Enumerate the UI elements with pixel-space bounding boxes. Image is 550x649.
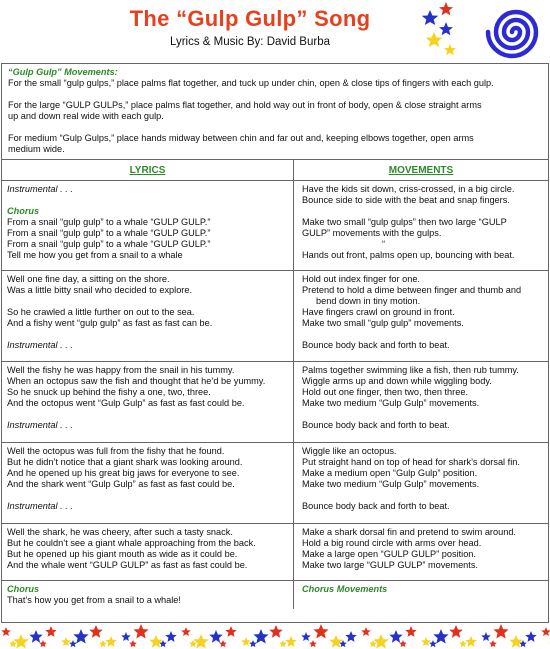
table-row	[2, 362, 548, 443]
intro-medium-gulps: For medium “Gulp Gulps,” place hands midway between chin and far out and, keeping elbows together, open arms medium wide.	[8, 133, 474, 154]
song-byline: Lyrics & Music By: David Burba	[170, 36, 330, 48]
star-border-decoration	[0, 624, 550, 649]
lyrics-cell: Chorus That’s how you get from a snail to a whale!	[2, 581, 294, 609]
star-icon	[69, 640, 77, 647]
table-row	[2, 524, 548, 581]
star-icon	[181, 627, 191, 636]
star-icon	[1, 627, 11, 636]
star-icon	[225, 626, 236, 637]
movements-cell: Have the kids sit down, criss-crossed, in a big circle. Bounce side to side with the beat and snap fingers. Make two small “gulp gulps” then two large “GULP GULP” movements with the gulps. “ Hands out front, palms open up, bouncing with beat.	[302, 184, 515, 260]
intro-small-gulps: For the small “gulp gulps,” place palms flat together, and tuck up under chin, open & close tips of fingers with each gulp.	[8, 78, 494, 88]
table-row	[2, 181, 548, 271]
star-icon	[399, 640, 407, 647]
star-icon	[269, 625, 282, 638]
movements-header: MOVEMENTS	[388, 165, 454, 176]
lyrics-cell: Well the shark, he was cheery, after such a tasty snack. But he couldn’t see a giant whale approaching from the back. But he opened up his giant mouth as wide as it could be. And the whale went “GULP GULP” as fast as fast could be.	[2, 524, 294, 580]
table-row	[2, 581, 548, 609]
song-title: The “Gulp Gulp” Song	[129, 6, 371, 31]
star-icon	[421, 637, 431, 646]
star-icon	[373, 634, 388, 649]
star-icon	[99, 640, 107, 647]
swirl-icon	[488, 12, 536, 56]
star-icon	[133, 624, 148, 639]
star-icon	[241, 637, 251, 646]
lyrics-cell: Well one fine day, a sitting on the shore. Was a little bitty snail who decided to explore. So he crawled a little further on out to the sea. And a fishy went “gulp gulp” as fast as fast can be. Instrumental . . .	[2, 271, 294, 361]
star-icon	[426, 32, 443, 47]
star-icon	[285, 636, 296, 647]
star-icon	[405, 626, 416, 637]
star-icon	[361, 627, 371, 636]
table-row	[2, 443, 548, 524]
star-icon	[193, 634, 208, 649]
star-icon	[433, 629, 448, 644]
star-icon	[253, 629, 268, 644]
star-icon	[29, 630, 42, 643]
star-icon	[449, 625, 462, 638]
star-icon	[459, 640, 467, 647]
lyrics-cell: Instrumental . . . Chorus From a snail “gulp gulp” to a whale “GULP GULP.” From a snail “gulp gulp” to a whale “GULP GULP.” From a snail “gulp gulp” to a whale “GULP GULP.” Tell me how you get from a snail to a whale	[2, 181, 294, 270]
star-icon	[39, 640, 47, 647]
movements-cell: Chorus Movements	[302, 584, 388, 594]
star-icon	[301, 632, 311, 641]
movements-cell: Wiggle like an octopus. Put straight hand on top of head for shark’s dorsal fin. Make a medium open “Gulp Gulp” position. Make two medium “Gulp Gulp” movements. Bounce body back and forth to beat.	[302, 446, 520, 511]
star-icon	[279, 640, 287, 647]
song-sheet	[1, 63, 549, 623]
intro-large-gulps: For the large “GULP GULPs,” place palms flat together, and hold way out in front of body, open & close straight arms up and down real wide with each gulp.	[8, 100, 482, 121]
star-icon	[465, 636, 476, 647]
star-icon	[541, 627, 550, 636]
star-icon	[249, 640, 257, 647]
star-icon	[439, 2, 453, 15]
swirl-stars-decoration	[420, 0, 550, 64]
star-icon	[219, 640, 227, 647]
movements-cell: Palms together swimming like a fish, then rub tummy. Wiggle arms up and down while wiggling body. Hold out one finger, then two, then three. Make two medium “Gulp Gulp” movements. Bounce body back and forth to beat.	[302, 365, 519, 430]
star-icon	[89, 625, 102, 638]
table-header-row	[2, 160, 548, 181]
star-icon	[45, 626, 56, 637]
star-icon	[429, 640, 437, 647]
lyrics-cell: Well the fishy he was happy from the snail in his tummy. When an octopus saw the fish and thought that he’d be yummy. So he snuck up behind the fishy a one, two, three. And the octopus went “Gulp Gulp” as fast as fast could be. Instrumental . . .	[2, 362, 294, 442]
lyrics-cell: Well the octopus was full from the fishy that he found. But he didn’t notice that a giant shark was looking around. And he opened up his great big jaws for everyone to see. And the shark went “Gulp Gulp” as fast as fast could be. Instrumental . . .	[2, 443, 294, 523]
star-icon	[209, 630, 222, 643]
star-icon	[309, 640, 317, 647]
star-icon	[149, 635, 162, 648]
star-icon	[493, 624, 508, 639]
star-icon	[422, 10, 439, 25]
star-icon	[165, 631, 176, 642]
star-icon	[345, 631, 356, 642]
movements-intro	[2, 64, 548, 160]
star-icon	[329, 635, 342, 648]
star-icon	[525, 631, 536, 642]
star-icon	[73, 629, 88, 644]
movements-heading: “Gulp Gulp” Movements:	[8, 67, 118, 77]
star-icon	[439, 22, 453, 35]
star-icon	[13, 634, 28, 649]
star-icon	[129, 640, 137, 647]
star-icon	[509, 635, 522, 648]
star-icon	[481, 632, 491, 641]
movements-cell: Hold out index finger for one. Pretend to hold a dime between finger and thumb and bend down in tiny motion. Have fingers crawl on ground in front. Make two small “gulp gulp” movements. Bounce body back and forth to beat.	[302, 274, 522, 350]
star-icon	[489, 640, 497, 647]
star-icon	[444, 44, 456, 55]
star-icon	[313, 624, 328, 639]
movements-cell: Make a shark dorsal fin and pretend to swim around. Hold a big round circle with arms over head. Make a large open “GULP GULP” position. Make two large “GULP GULP” movements.	[302, 527, 516, 570]
star-icon	[389, 630, 402, 643]
star-icon	[121, 632, 131, 641]
star-icon	[105, 636, 116, 647]
lyrics-header: LYRICS	[2, 160, 294, 180]
star-icon	[61, 637, 71, 646]
table-row	[2, 271, 548, 362]
